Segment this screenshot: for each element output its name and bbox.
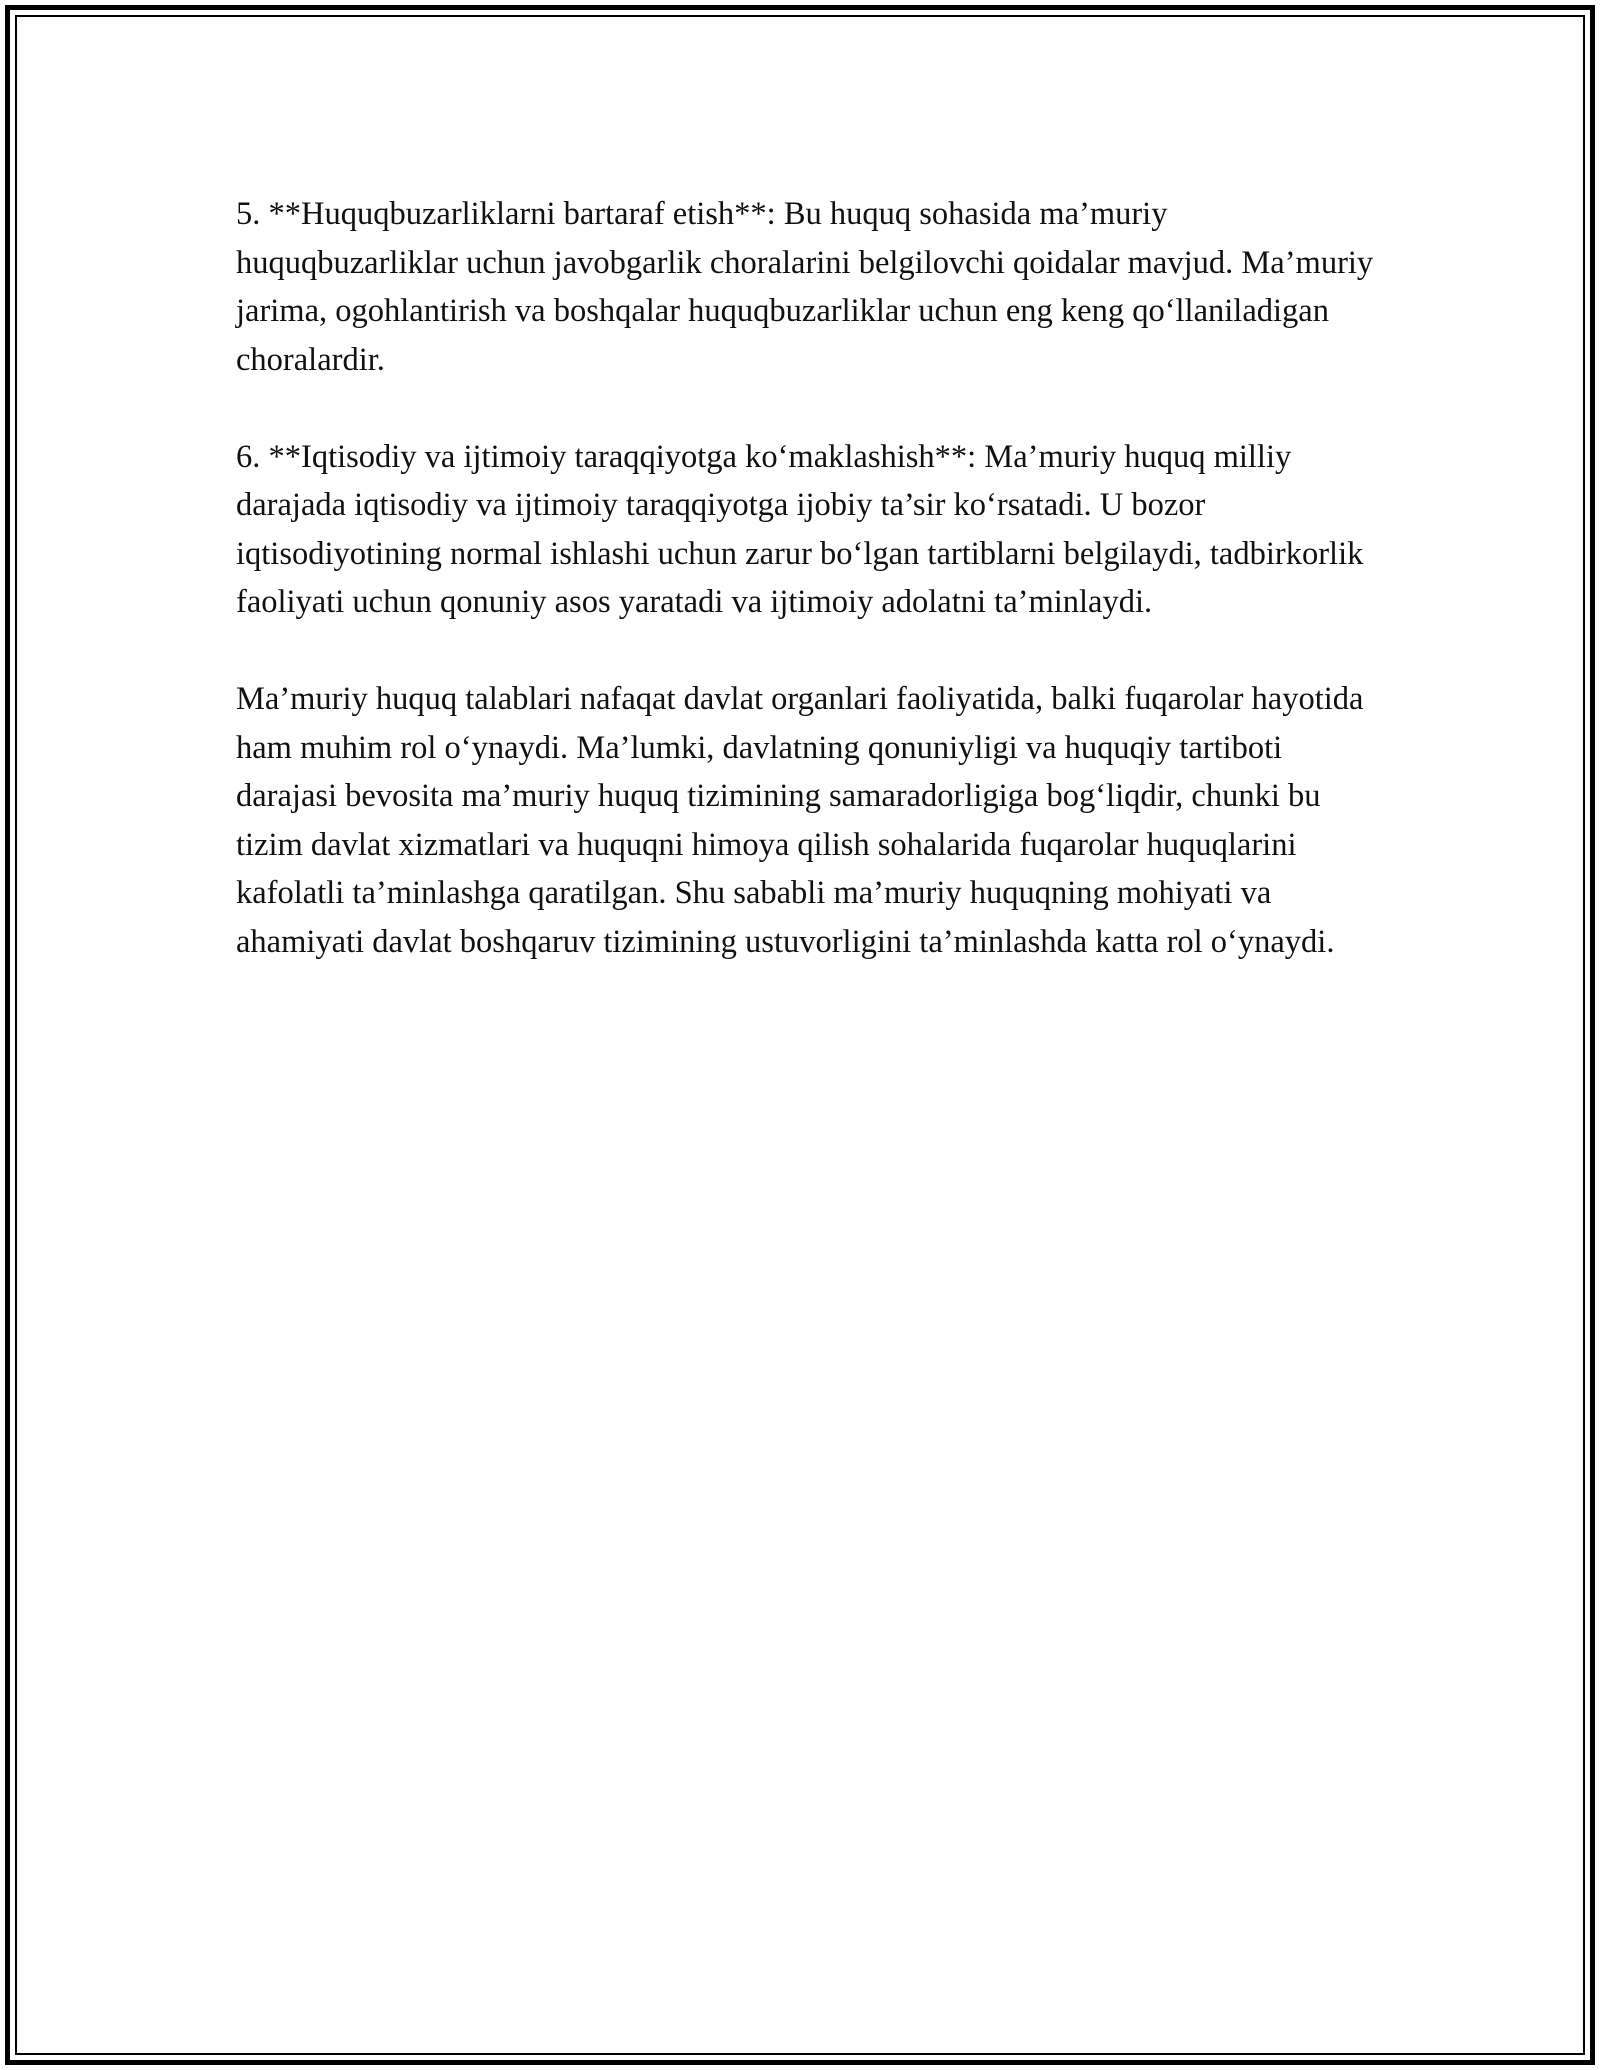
document-body [236, 190, 1386, 1015]
paragraph-item-6: 6. **Iqtisodiy va ijtimoiy taraqqiyotga ko‘maklashish**: Ma’muriy huquq milliy darajada iqtisodiy va ijtimoiy taraqqiyotga ijobiy ta’sir ko‘rsatadi. U bozor iqtisodiyotining normal ishlashi uchun zarur bo‘lgan tartiblarni belgilaydi, tadbirkorlik faoliyati uchun qonuniy asos yaratadi va ijtimoiy adolatni ta’minlaydi. [236, 438, 1364, 620]
paragraph-item-5: 5. **Huquqbuzarliklarni bartaraf etish**: Bu huquq sohasida ma’muriy huquqbuzarliklar uchun javobgarlik choralarini belgilovchi qoidalar mavjud. Ma’muriy jarima, ogohlantirish va boshqalar huquqbuzarliklar uchun eng keng qo‘llaniladigan choralardir. [236, 196, 1374, 378]
paragraph-conclusion: Ma’muriy huquq talablari nafaqat davlat organlari faoliyatida, balki fuqarolar hayotida ham muhim rol o‘ynaydi. Ma’lumki, davlatning qonuniyligi va huquqiy tartiboti darajasi bevosita ma’muriy huquq tizimining samaradorligiga bog‘liqdir, chunki bu tizim davlat xizmatlari va huquqni himoya qilish sohalarida fuqarolar huquqlarini kafolatli ta’minlashga qaratilgan. Shu sababli ma’muriy huquqning mohiyati va ahamiyati davlat boshqaruv tizimining ustuvorligini ta’minlashda katta rol o‘ynaydi. [236, 681, 1364, 960]
